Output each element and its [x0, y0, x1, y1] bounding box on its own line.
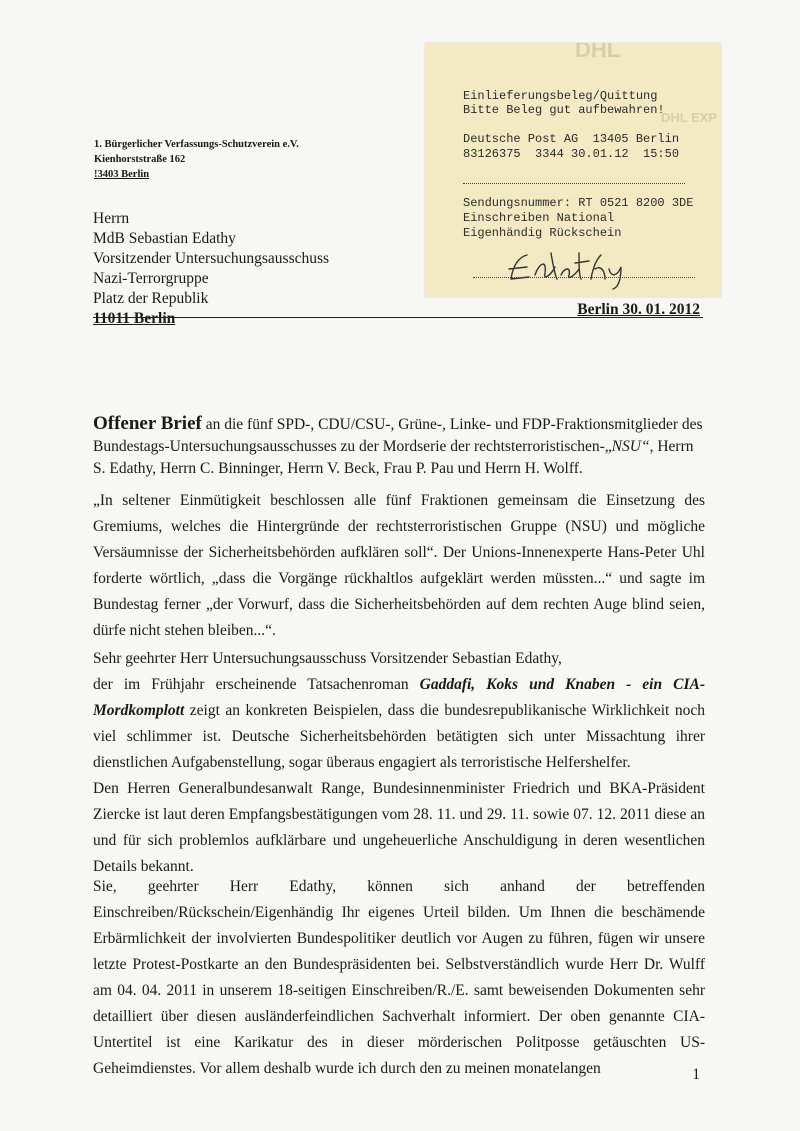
paragraph-quote: „In seltener Einmütigkeit beschlossen alle fünf Fraktionen gemeinsam die Einsetzung des Gremiums, welches die Hintergründe der rechtsterroristischen Gruppe (NSU) und mögliche Versäumnisse der Sicherheitsbehörden aufklären soll“. Der Unions-Innenexperte Hans-Peter Uhl forderte wörtlich, „dass die Vorgänge rückhaltlos aufgeklärt werden müssten...“ und sagte im Bundestag ferner „der Vorwurf, dass die Sicherheitsbehörden auf dem rechten Auge blind seien, dürfe nicht stehen bleiben...“. — [93, 492, 705, 639]
receipt-ghost-brand: DHL — [575, 43, 621, 62]
recipient-line: Herrn — [93, 210, 130, 227]
recipient-line: Platz der Republik — [93, 290, 209, 307]
receipt-line: Einlieferungsbeleg/Quittung — [463, 89, 658, 103]
recipient-line: MdB Sebastian Edathy — [93, 230, 236, 247]
page-number: 1 — [692, 1066, 700, 1083]
book-title: Gaddafi, Koks und Knaben - ein CIA-Mordkomplott — [93, 676, 705, 719]
sender-line: 1. Bürgerlicher Verfassungs-Schutzverein e.V. — [94, 139, 299, 150]
paragraph-main — [93, 646, 705, 880]
recipient-city: 11011 Berlin — [93, 310, 176, 327]
heading-text: , Herrn S. Edathy, Herrn C. Binninger, Herrn V. Beck, Frau P. Pau und Herrn H. Wolff. — [93, 438, 694, 477]
sender-line: Kienhorststraße 162 — [94, 154, 186, 165]
recipient-line: Vorsitzender Untersuchungsausschuss — [93, 250, 330, 267]
heading-title: Offener Brief — [93, 413, 202, 434]
heading-nsu: NSU“ — [611, 438, 650, 455]
paragraph-segment: zeigt an konkreten Beispielen, dass die bundesrepublikanische Wirklichkeit noch viel schlimmer ist. Deutsche Sicherheitsbehörden betätigten sich unter Missachtung ihrer dienstlichen Aufgabenstellung, sogar überaus engagiert als terroristische Helfershelfer. — [93, 702, 705, 771]
receipt-divider — [463, 183, 685, 184]
heading-text: an die fünf SPD-, CDU/CSU-, Grüne-, Linke- und FDP-Fraktionsmitglieder des Bundestags-Untersuchungsausschusses zu der Mordserie der rechtsterroristischen-„ — [93, 416, 703, 455]
sender-address — [94, 137, 299, 182]
recipient-address — [93, 209, 329, 329]
receipt-ghost-sub: DHL EXP — [661, 110, 718, 125]
signature-icon — [505, 245, 635, 291]
receipt-line: Bitte Beleg gut aufbewahren! — [463, 103, 665, 117]
receipt-line: Deutsche Post AG 13405 Berlin — [463, 132, 680, 146]
salutation: Sehr geehrter Herr Untersuchungsausschuss Vorsitzender Sebastian Edathy, — [93, 650, 562, 667]
header-rule — [93, 317, 703, 318]
signature-line — [473, 277, 695, 278]
paragraph-text — [93, 672, 705, 776]
letter-heading — [93, 413, 705, 480]
paragraph-text: Den Herren Generalbundesanwalt Range, Bundesinnenminister Friedrich und BKA-Präsident Ziercke ist laut deren Empfangsbestätigungen vom 28. 11. und 29. 11. sowie 07. 12. 2011 diese an und für sich problemlos aufklärbare und ungeheuerliche Anschuldigung in deren wesentlichen Details bekannt. — [93, 780, 705, 875]
recipient-line: Nazi-Terrorgruppe — [93, 270, 209, 287]
paragraph-closing: Sie, geehrter Herr Edathy, können sich anhand der betreffenden Einschreiben/Rückschein/Eigenhändig Ihr eigenes Urteil bilden. Um Ihnen die beschämende Erbärmlichkeit der involvierten Bundespolitiker deutlich vor Augen zu führen, fügen wir unsere letzte Protest-Postkarte an den Bundespräsidenten bei. Selbstverständlich wurde Herr Dr. Wulff am 04. 04. 2011 in unserem 18-seitigen Einschreiben/R./E. samt beweisenden Dokumenten sehr detailliert über diesen ausländerfeindlichen Sachverhalt informiert. Der oben genannte CIA-Untertitel ist eine Karikatur des in dieser mörderischen Politposse getäuschten US-Geheimdienstes. Vor allem deshalb wurde ich durch den zu meinen monatelangen — [93, 878, 705, 1077]
receipt-line: Einschreiben National — [463, 211, 615, 225]
receipt-line: 83126375 3344 30.01.12 15:50 — [463, 147, 680, 161]
sender-line: !3403 Berlin — [94, 169, 150, 180]
postal-receipt — [425, 43, 721, 297]
letter-date: Berlin 30. 01. 2012 — [577, 301, 700, 318]
paragraph-segment: der im Frühjahr erscheinende Tatsachenroman — [93, 676, 420, 693]
receipt-line: Eigenhändig Rückschein — [463, 226, 622, 240]
receipt-line: Sendungsnummer: RT 0521 8200 3DE — [463, 196, 694, 210]
